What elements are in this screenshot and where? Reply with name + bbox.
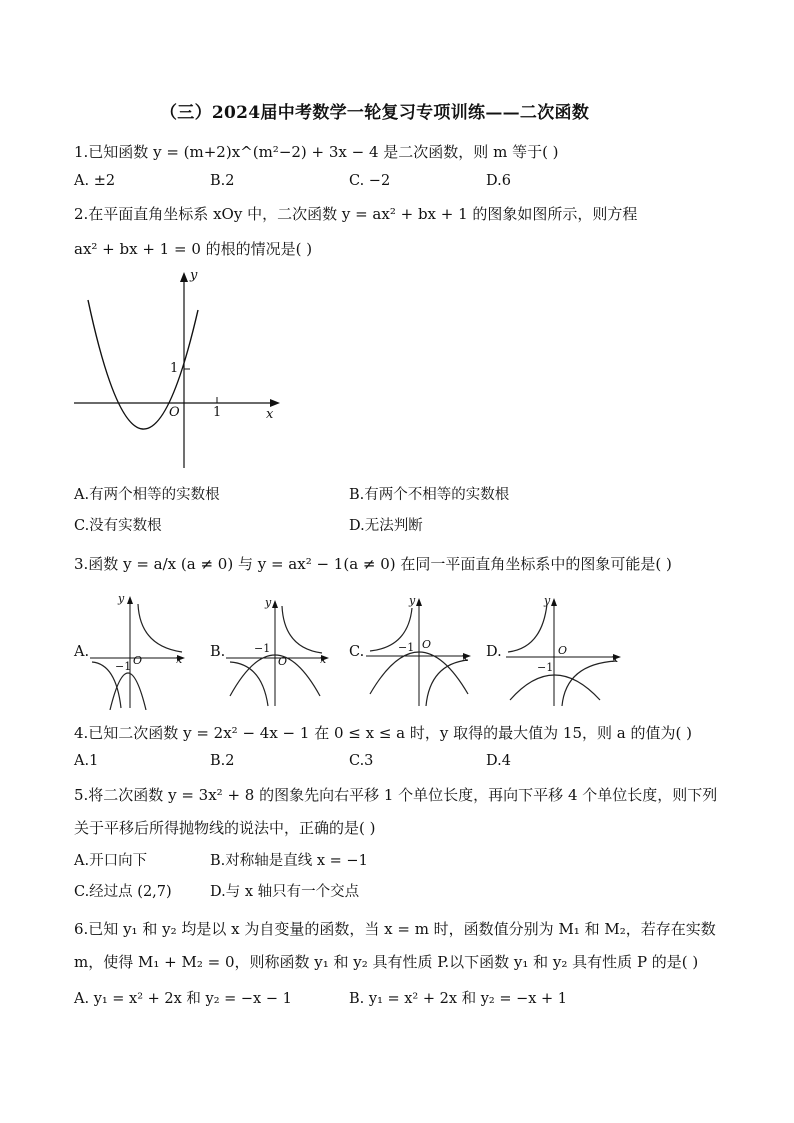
q5-option-c: C.经过点 (2,7) (74, 884, 172, 900)
q1-option-b: B.2 (210, 173, 235, 189)
q3a-label-m1: −1 (115, 660, 132, 673)
q3-graph-d (504, 594, 626, 708)
q2-parabola-graph (70, 268, 290, 478)
q3a-label-x: x (176, 653, 183, 666)
q3-graph-b (224, 596, 334, 708)
page-title: （三）2024届中考数学一轮复习专项训练——二次函数 (160, 103, 590, 123)
q3-option-a-label: A. (74, 644, 90, 660)
q6-option-a: A. y₁ = x² + 2x 和 y₂ = −x − 1 (74, 991, 292, 1007)
q3d-parabola (510, 675, 600, 700)
q3c-label-x: x (462, 651, 469, 664)
question-6-stem-line1: 6.已知 y₁ 和 y₂ 均是以 x 为自变量的函数，当 x = m 时，函数值分别为 M₁ 和 M₂，若存在实数 (74, 920, 716, 938)
q2-label-tick-y: 1 (170, 361, 179, 376)
q3c-label-y: y (409, 594, 416, 607)
q1-option-a: A. ±2 (74, 173, 116, 189)
q2-x-arrow (270, 399, 280, 407)
q3b-hyperbola-upper (282, 606, 322, 653)
q5-option-b: B.对称轴是直线 x = −1 (210, 853, 368, 869)
q5-option-a: A.开口向下 (74, 853, 148, 869)
q2-option-d: D.无法判断 (349, 518, 423, 534)
question-5-stem-line1: 5.将二次函数 y = 3x² + 8 的图象先向右平移 1 个单位长度，再向下平移 4 个单位长度，则下列 (74, 786, 718, 804)
q3a-label-o: O (133, 654, 143, 667)
q3c-label-m1: −1 (398, 641, 415, 654)
question-2-stem-line2: ax² + bx + 1 = 0 的根的情况是( ) (74, 240, 313, 258)
q4-option-d: D.4 (486, 753, 511, 769)
q4-option-a: A.1 (74, 753, 99, 769)
q3d-label-m1: −1 (537, 661, 554, 674)
q3a-label-y: y (118, 592, 125, 605)
q4-option-b: B.2 (210, 753, 235, 769)
q3d-hyperbola-upper (508, 604, 547, 652)
question-2-stem-line1: 2.在平面直角坐标系 xOy 中，二次函数 y = ax² + bx + 1 的图象如图所示，则方程 (74, 205, 638, 223)
q6-option-b: B. y₁ = x² + 2x 和 y₂ = −x + 1 (349, 991, 568, 1007)
q3-option-d-label: D. (486, 644, 502, 660)
q3d-label-x: x (612, 652, 619, 665)
q1-option-d: D.6 (486, 173, 511, 189)
q5-option-d: D.与 x 轴只有一个交点 (210, 884, 360, 900)
q3-graph-a (88, 592, 188, 710)
q2-y-arrow (180, 272, 188, 282)
q2-label-origin: O (169, 405, 180, 420)
question-1-stem: 1.已知函数 y = (m+2)x^(m²−2) + 3x − 4 是二次函数，则 m 等于( ) (74, 143, 559, 161)
q3b-label-m1: −1 (254, 642, 271, 655)
q2-option-b: B.有两个不相等的实数根 (349, 487, 510, 503)
q3a-hyperbola-upper (138, 604, 182, 652)
q3a-parabola (110, 673, 146, 710)
q3-graph-c (364, 594, 476, 708)
q2-option-c: C.没有实数根 (74, 518, 162, 534)
question-6-stem-line2: m，使得 M₁ + M₂ = 0，则称函数 y₁ 和 y₂ 具有性质 P.以下函数 y₁ 和 y₂ 具有性质 P 的是( ) (74, 953, 699, 971)
q3d-hyperbola-lower (562, 661, 616, 706)
q1-option-c: C. −2 (349, 173, 391, 189)
q2-label-tick-x: 1 (213, 405, 222, 420)
q4-option-c: C.3 (349, 753, 374, 769)
q2-parabola (88, 300, 198, 429)
q3-option-b-label: B. (210, 644, 226, 660)
q3b-label-y: y (265, 596, 272, 609)
q3d-label-y: y (544, 594, 551, 607)
question-5-stem-line2: 关于平移后所得抛物线的说法中，正确的是( ) (74, 819, 376, 837)
q3-option-c-label: C. (349, 644, 365, 660)
q3d-label-o: O (558, 644, 568, 657)
question-4-stem: 4.已知二次函数 y = 2x² − 4x − 1 在 0 ≤ x ≤ a 时，y 取得的最大值为 15，则 a 的值为( ) (74, 724, 692, 742)
q2-option-a: A.有两个相等的实数根 (74, 487, 220, 503)
q2-label-y: y (190, 268, 198, 283)
question-3-stem: 3.函数 y = a/x (a ≠ 0) 与 y = ax² − 1(a ≠ 0) 在同一平面直角坐标系中的图象可能是( ) (74, 555, 672, 573)
q3c-label-o: O (422, 638, 432, 651)
q2-label-x: x (266, 407, 274, 422)
q3b-label-o: O (278, 655, 288, 668)
q3b-label-x: x (320, 653, 327, 666)
